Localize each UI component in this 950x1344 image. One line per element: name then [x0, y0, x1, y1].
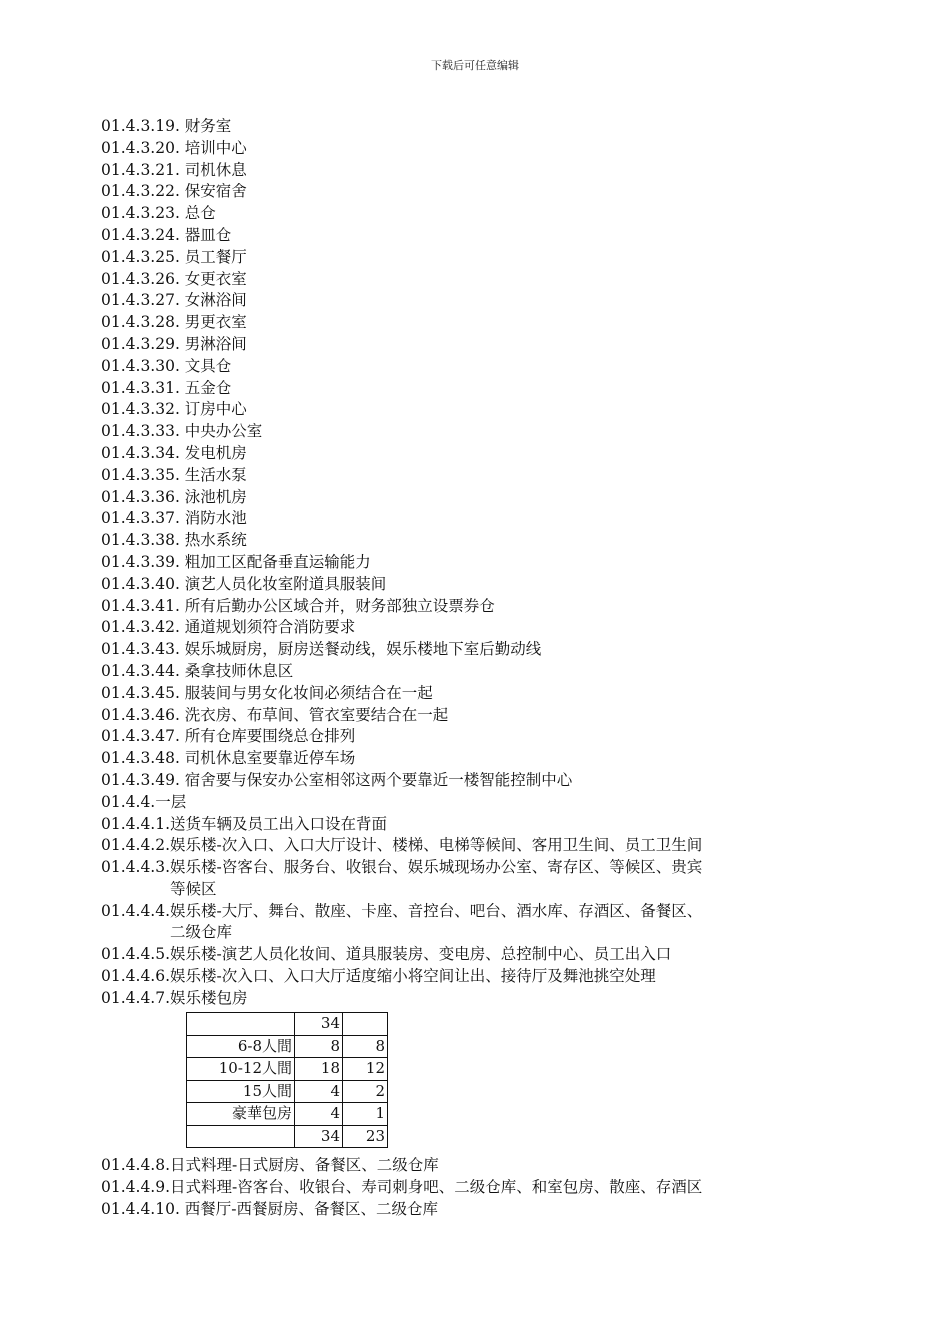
table-cell: 豪華包房 — [187, 1103, 295, 1126]
table-cell: 8 — [295, 1035, 343, 1058]
list-item: 01.4.3.41. 所有后勤办公区域合并，财务部独立设票券仓 — [101, 596, 495, 615]
table-cell: 10-12人間 — [187, 1058, 295, 1081]
list-item: 01.4.3.47. 所有仓库要围绕总仓排列 — [101, 727, 356, 746]
page-header: 下载后可任意编辑 — [431, 59, 519, 72]
table-row — [187, 1103, 388, 1126]
table-row — [187, 1013, 388, 1036]
list-item: 01.4.3.26. 女更衣室 — [101, 269, 247, 288]
list-item: 01.4.4.8.日式料理-日式厨房、备餐区、二级仓库 — [101, 1156, 439, 1174]
table-cell: 15人間 — [187, 1080, 295, 1103]
section-heading: 01.4.4.一层 — [101, 792, 187, 811]
list-item: 01.4.4.10. 西餐厅-西餐厨房、备餐区、二级仓库 — [101, 1199, 439, 1218]
list-item: 01.4.3.42. 通道规划须符合消防要求 — [101, 618, 356, 637]
table-cell: 23 — [343, 1125, 388, 1148]
list-item: 01.4.4.3.娱乐楼-咨客台、服务台、收银台、娱乐城现场办公室、寄存区、等候区、贵宾 — [101, 858, 703, 877]
table-cell: 2 — [343, 1080, 388, 1103]
list-item: 01.4.3.22. 保安宿舍 — [101, 182, 247, 201]
table-cell: 34 — [295, 1125, 343, 1148]
table-cell — [187, 1013, 295, 1036]
table-cell — [187, 1125, 295, 1148]
list-item: 01.4.3.36. 泳池机房 — [101, 487, 247, 506]
table-cell: 1 — [343, 1103, 388, 1126]
list-item: 01.4.4.1.送货车辆及员工出入口设在背面 — [101, 814, 388, 833]
list-item: 01.4.3.31. 五金仓 — [101, 378, 232, 397]
table-cell: 12 — [343, 1058, 388, 1081]
list-item: 01.4.3.43. 娱乐城厨房，厨房送餐动线，娱乐楼地下室后勤动线 — [101, 640, 542, 659]
table-cell: 34 — [295, 1013, 343, 1036]
list-item: 01.4.3.23. 总仓 — [101, 204, 216, 223]
list-item: 01.4.3.37. 消防水池 — [101, 509, 247, 528]
table-row — [187, 1125, 388, 1148]
table-cell: 4 — [295, 1103, 343, 1126]
list-item: 01.4.3.25. 员工餐厅 — [101, 247, 247, 266]
list-item: 01.4.3.24. 器皿仓 — [101, 225, 232, 244]
list-item: 01.4.3.48. 司机休息室要靠近停车场 — [101, 749, 356, 768]
table-cell: 18 — [295, 1058, 343, 1081]
outline-list — [101, 116, 881, 1010]
list-item: 01.4.3.27. 女淋浴间 — [101, 291, 247, 310]
list-item: 01.4.3.29. 男淋浴间 — [101, 334, 247, 353]
list-item: 01.4.3.28. 男更衣室 — [101, 313, 247, 332]
list-item: 01.4.4.4.娱乐楼-大厅、舞台、散座、卡座、音控台、吧台、酒水库、存酒区、备餐区、 — [101, 901, 703, 920]
table-cell: 6-8人間 — [187, 1035, 295, 1058]
list-item: 01.4.3.46. 洗衣房、布草间、管衣室要结合在一起 — [101, 705, 449, 724]
list-item-continuation: 二级仓库 — [170, 923, 233, 942]
list-item: 01.4.3.20. 培训中心 — [101, 138, 247, 157]
room-table — [186, 1012, 388, 1148]
list-item: 01.4.4.5.娱乐楼-演艺人员化妆间、道具服装房、变电房、总控制中心、员工出入口 — [101, 945, 672, 964]
table-cell: 4 — [295, 1080, 343, 1103]
list-item: 01.4.3.38. 热水系统 — [101, 531, 247, 550]
outline-list-continued — [101, 1155, 881, 1220]
list-item: 01.4.3.44. 桑拿技师休息区 — [101, 661, 294, 680]
list-item: 01.4.3.45. 服装间与男女化妆间必须结合在一起 — [101, 683, 433, 702]
list-item: 01.4.3.35. 生活水泵 — [101, 465, 247, 484]
table-row — [187, 1058, 388, 1081]
list-item: 01.4.3.19. 财务室 — [101, 117, 232, 135]
list-item: 01.4.4.2.娱乐楼-次入口、入口大厅设计、楼梯、电梯等候间、客用卫生间、员工卫生间 — [101, 836, 703, 855]
list-item: 01.4.3.39. 粗加工区配备垂直运输能力 — [101, 552, 371, 571]
list-item: 01.4.3.40. 演艺人员化妆室附道具服装间 — [101, 574, 387, 593]
list-item: 01.4.3.21. 司机休息 — [101, 160, 247, 179]
list-item: 01.4.3.34. 发电机房 — [101, 443, 247, 462]
table-cell: 8 — [343, 1035, 388, 1058]
list-item: 01.4.3.33. 中央办公室 — [101, 422, 263, 441]
list-item: 01.4.3.32. 订房中心 — [101, 400, 247, 419]
table-cell — [343, 1013, 388, 1036]
list-item: 01.4.3.49. 宿舍要与保安办公室相邻这两个要靠近一楼智能控制中心 — [101, 770, 573, 789]
list-item: 01.4.4.7.娱乐楼包房 — [101, 988, 248, 1007]
list-item: 01.4.4.9.日式料理-咨客台、收银台、寿司刺身吧、二级仓库、和室包房、散座、存酒区 — [101, 1177, 703, 1196]
list-item: 01.4.3.30. 文具仓 — [101, 356, 232, 375]
table-row — [187, 1080, 388, 1103]
table-row — [187, 1035, 388, 1058]
list-item-continuation: 等候区 — [170, 879, 217, 898]
list-item: 01.4.4.6.娱乐楼-次入口、入口大厅适度缩小将空间让出、接待厅及舞池挑空处理 — [101, 967, 656, 986]
